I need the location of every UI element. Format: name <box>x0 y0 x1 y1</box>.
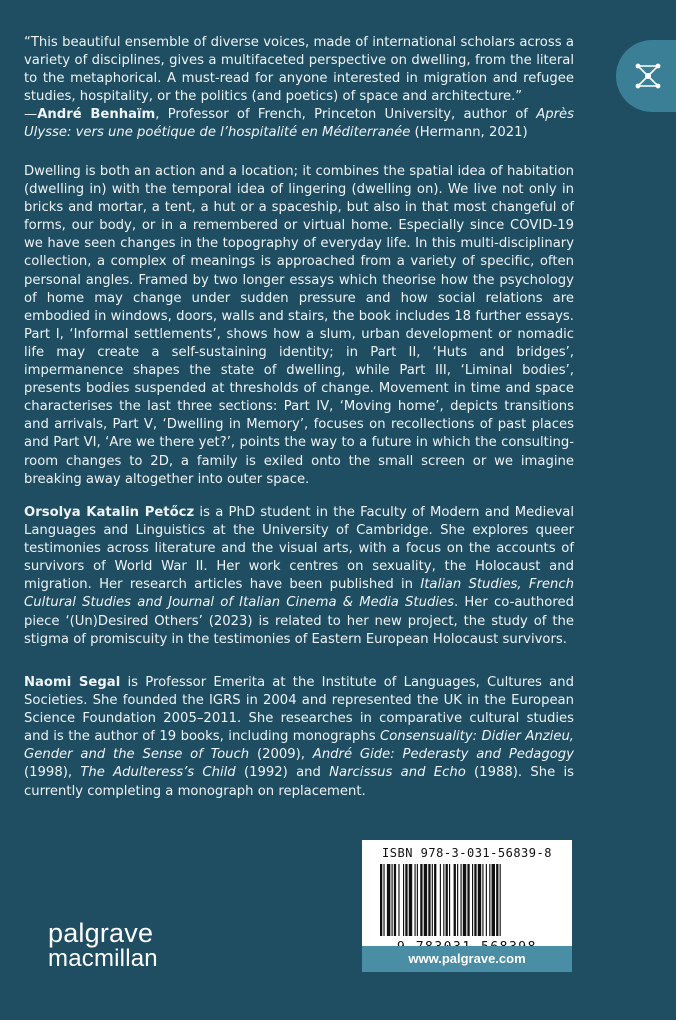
bio-text: (2009), <box>249 747 313 763</box>
bio-journals: Italian Studies, French Cultural Studies and Journal of Italian Cinema & Media Studies <box>24 577 574 611</box>
bio-book: Narcissus and Echo <box>329 765 466 781</box>
author-bio-petocz <box>24 504 574 649</box>
bio-name: Naomi Segal <box>24 675 121 690</box>
bio-book: Consensuality: Didier Anzieu, Gender and the Sense of Touch <box>24 729 574 763</box>
bio-book: The Adulteress’s Child <box>80 765 236 781</box>
author-bio-segal <box>24 674 574 801</box>
publisher-line1: palgrave <box>48 918 154 948</box>
quote-text: “This beautiful ensemble of diverse voices, made of international scholars across a variety of disciplines, gives a multifaceted perspective on dwelling, from the literal to the metaphorical. A must-read for anyone interested in migration and refugee studies, hospitality, or the politics (and poetics) of space and architecture.” <box>24 35 574 105</box>
publisher-logo <box>48 920 158 972</box>
bio-text: . Her co-authored piece ‘(Un)Desired Others’ (2023) is related to her new project, the study of the stigma of promiscuity in the testimonies of Eastern European Holocaust survivors. <box>24 595 574 647</box>
book-description: Dwelling is both an action and a location; it combines the spatial idea of habitation (dwelling in) with the temporal idea of lingering (dwelling on). We live not only in bricks and mortar, a tent, a hut or a spaceship, but also in that most changeful of forms, our body, or in a remembered or virtual home. Especially since COVID-19 we have seen changes in the topography of everyday life. In this multi-disciplinary collection, a complex of meanings is approached from a variety of specific, often personal angles. Framed by two longer essays which theorise how the psychology of home may change under sudden pressure and how social relations are embodied in windows, doors, walls and stairs, the book includes 18 further essays. Part I, ‘Informal settlements’, shows how a slum, urban development or nomadic life may create a self-sustaining identity; in Part II, ‘Huts and bridges’, impermanence shapes the state of dwelling, while Part III, ‘Liminal bodies’, presents bodies suspended at thresholds of change. Movement in time and space characterises the last three sections: Part IV, ‘Moving home’, depicts transitions and arrivals, Part V, ‘Dwelling in Memory’, focuses on recollections of past places and Part VI, ‘Are we there yet?’, points the way to a future in which the consulting-room changes to 2D, a family is exiled onto the small screen or we imagine breaking away altogether into outer space. <box>24 164 574 487</box>
bio-book: André Gide: Pederasty and Pedagogy <box>312 747 574 763</box>
bio-text: is Professor Emerita at the Institute of Languages, Cultures and Societies. She founded the IGRS in 2004 and represented the UK in the European Science Foundation 2005–2011. She researches in comparative cultural studies and is the author of 19 books, including monographs <box>24 675 574 745</box>
bio-text: (1988). She is currently completing a monograph on replacement. <box>24 765 574 799</box>
bio-text: is a PhD student in the Faculty of Modern and Medieval Languages and Linguistics at the University of Cambridge. She explores queer testimonies across literature and the visual arts, with a focus on the accounts of survivors of World War II. Her work centres on sexuality, the Holocaust and migration. Her research articles have been published in <box>24 505 574 593</box>
isbn-label: ISBN 978-3-031-56839-8 <box>382 846 552 860</box>
attribution-publisher: (Hermann, 2021) <box>410 125 528 141</box>
attribution-book: Après Ulysse: vers une poétique de l’hospitalité en Méditerranée <box>24 107 574 141</box>
endorsement-quote <box>24 34 574 143</box>
corner-badge <box>616 40 676 112</box>
quote-attribution <box>24 106 574 142</box>
bio-text: (1992) and <box>235 765 330 781</box>
website-link[interactable]: www.palgrave.com <box>362 946 572 972</box>
network-graph-icon <box>630 58 666 94</box>
attribution-dash: — <box>24 107 38 123</box>
barcode-icon <box>380 864 560 936</box>
bio-name: Orsolya Katalin Petőcz <box>24 505 195 520</box>
attribution-name: André Benhaïm <box>37 107 156 123</box>
attribution-role: , Professor of French, Princeton University, author of <box>155 107 537 123</box>
publisher-line2: macmillan <box>48 945 158 972</box>
bio-text: (1998), <box>24 765 81 781</box>
